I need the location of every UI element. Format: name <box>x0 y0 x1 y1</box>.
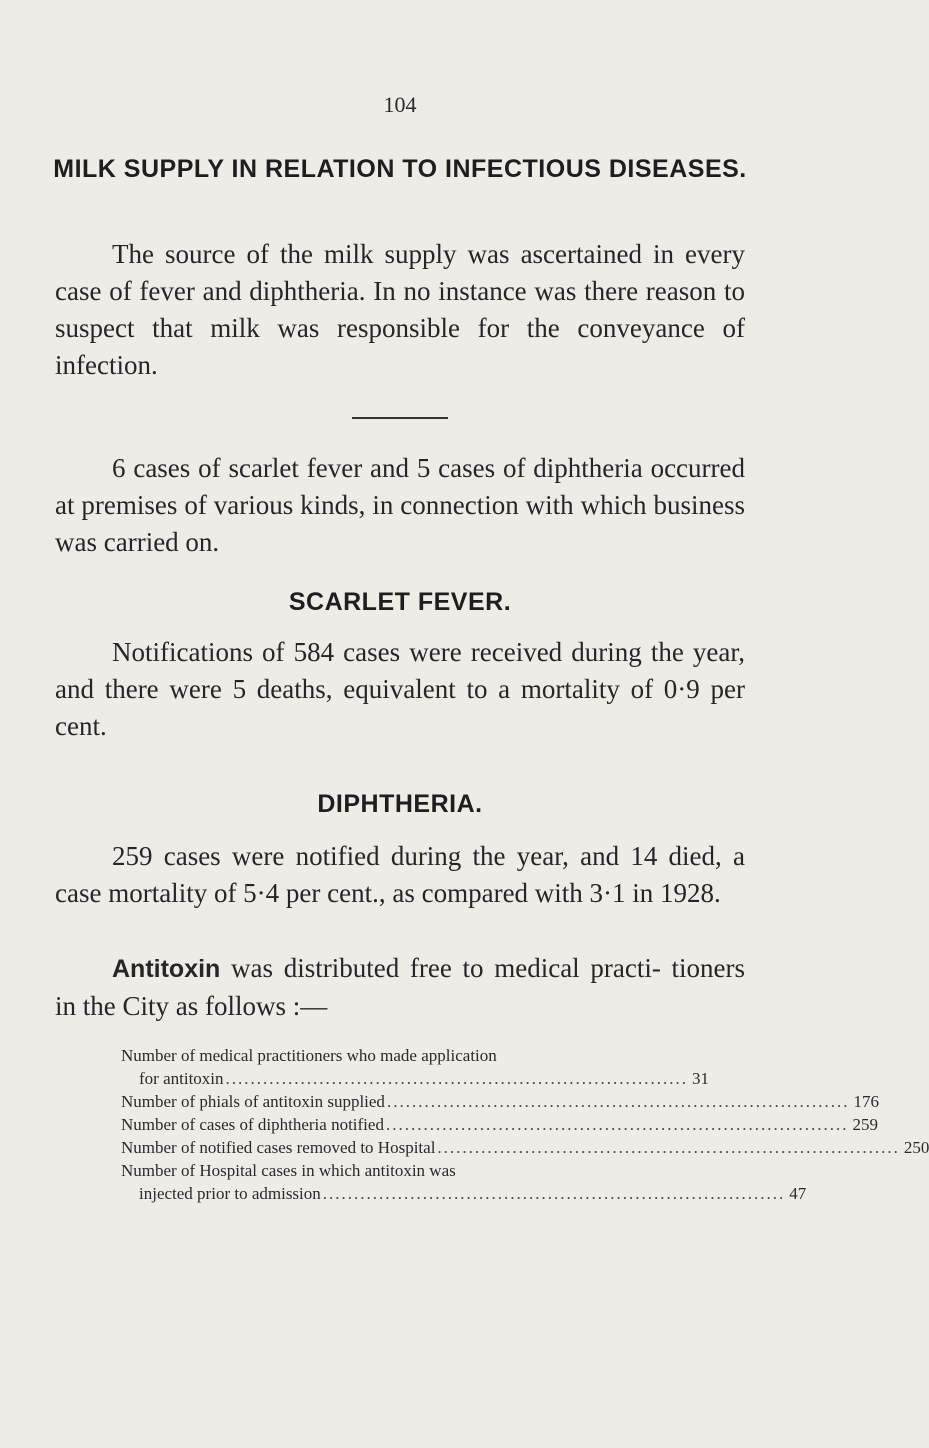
dot-leader: .......................................................................... <box>437 1138 900 1157</box>
row-label: Number of medical practitioners who made application <box>121 1046 497 1065</box>
row-label-continued: for antitoxin <box>139 1069 224 1088</box>
section-divider <box>352 417 448 419</box>
table-row <box>121 1159 807 1205</box>
row-value: 259 <box>852 1115 878 1134</box>
heading-scarlet-fever: SCARLET FEVER. <box>288 588 512 616</box>
dot-leader: .......................................................................... <box>322 1184 786 1203</box>
paragraph-antitoxin <box>55 950 745 1025</box>
paragraph-milk-source: The source of the milk supply was ascertained in every case of fever and diphtheria. In no instance was there reason to suspect that milk was responsible for the conveyance of infection. <box>55 239 745 380</box>
table-row <box>121 1044 710 1090</box>
row-value: 31 <box>692 1069 710 1088</box>
heading-diphtheria: DIPHTHERIA. <box>317 790 483 818</box>
row-value: 250 <box>903 1138 929 1157</box>
antitoxin-table <box>121 1044 929 1205</box>
row-label: Number of notified cases removed to Hospital <box>121 1138 436 1157</box>
row-label-continued: injected prior to admission <box>139 1184 321 1203</box>
table-row <box>121 1090 879 1113</box>
table-row <box>121 1136 929 1159</box>
dot-leader: .......................................................................... <box>386 1092 850 1111</box>
dot-leader: .......................................................................... <box>225 1069 689 1088</box>
row-value: 47 <box>789 1184 807 1203</box>
heading-milk-supply: MILK SUPPLY IN RELATION TO INFECTIOUS DISEASES. <box>53 155 747 183</box>
dot-leader: .......................................................................... <box>385 1115 849 1134</box>
row-label: Number of cases of diphtheria notified <box>121 1115 384 1134</box>
row-value: 176 <box>853 1092 879 1111</box>
paragraph-scarlet-fever: Notifications of 584 cases were received during the year, and there were 5 deaths, equivalent to a mortality of 0·9 per cent. <box>55 637 745 741</box>
row-label: Number of phials of antitoxin supplied <box>121 1092 385 1111</box>
paragraph-milk-premises: 6 cases of scarlet fever and 5 cases of diphtheria occurred at premises of various kinds, in connection with which business was carried on. <box>55 453 745 557</box>
antitoxin-sentence: was distributed free to medical practi- tioners in the City as follows :— <box>55 953 745 1021</box>
paragraph-diphtheria: 259 cases were notified during the year, and 14 died, a case mortality of 5·4 per cent., as compared with 3·1 in 1928. <box>55 841 745 908</box>
row-label: Number of Hospital cases in which antitoxin was <box>121 1161 456 1180</box>
table-row <box>121 1113 878 1136</box>
page-number: 104 <box>383 92 417 117</box>
antitoxin-lead-word: Antitoxin <box>112 955 221 983</box>
